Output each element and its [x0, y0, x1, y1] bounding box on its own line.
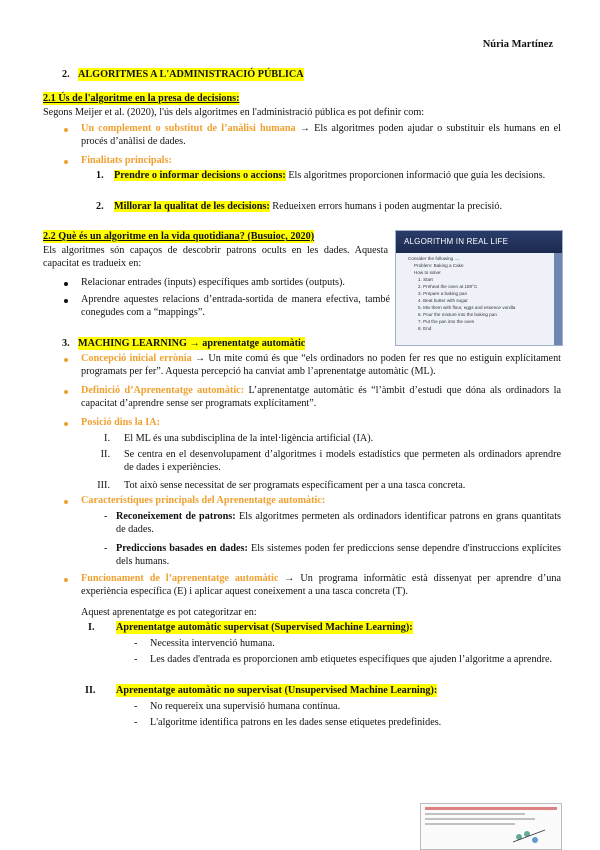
category-supervisat-title: Aprenentatge automàtic supervisat (Supervised Machine Learning): — [116, 622, 413, 633]
list-number: 1. — [96, 170, 104, 181]
bullet-marker — [64, 422, 68, 426]
bullet-posicio: Posició dins la IA: — [81, 417, 160, 428]
bullet-marker — [64, 390, 68, 394]
categoritzar-intro: Aquest aprenentatge es pot categoritzar en: — [81, 607, 257, 618]
slide-line: Consider the following .... — [408, 256, 460, 261]
category-no-supervisat-title: Aprenentatge automàtic no supervisat (Unsupervised Machine Learning): — [116, 685, 438, 696]
roman-numeral: II. — [85, 685, 96, 696]
caracteristica-prediccions: Prediccions basades en dades: Els sistemes poden fer prediccions sense dependre d'instruccions explícites dels humans. — [116, 543, 561, 568]
ml-diagram-thumbnail — [420, 803, 562, 850]
bullet-concepcio: Concepció inicial errònia → Un mite comú és que “els ordinadors no poden fer res que no estiguin explícitament programats per fer”. Aquesta percepció ha canviat amb l’aprenentatge automàtic (ML). — [81, 353, 562, 378]
algorithm-slide-image — [395, 230, 563, 346]
bullet-definicio: Definició d’Aprenentatge automàtic: L’aprenentatge automàtic és “l’àmbit d’estudi que dóna als ordinadors la capacitat d’aprendre sense ser programats explícitament”. — [81, 385, 562, 410]
dash-marker: - — [134, 638, 138, 649]
subsection-2-2-intro: Els algoritmes són capaços de descobrir patrons ocults en les dades. Aquesta capacitat es tradueix en: — [43, 245, 388, 270]
bullet-aprendre: Aprendre aquestes relacions d’entrada-sortida de manera efectiva, també conegudes com a “mappings”. — [81, 294, 390, 319]
ml-diagram-graphic — [421, 804, 561, 849]
slide-line: 7. Put the pan into the oven — [418, 319, 475, 324]
slide-line: Problem: Baking a Cake — [414, 263, 464, 268]
subsection-2-1-intro: Segons Meijer et al. (2020), l'ús dels algoritmes en l'administració pública es pot definir com: — [43, 107, 425, 118]
bullet-funcionament: Funcionament de l’aprenentatge automàtic → Un programa informàtic està dissenyat per aprendre d’una experiència específica (E) i aplicar aquest coneixement a una tasca concreta (T). — [81, 573, 561, 598]
supervisat-item-1: Necessita intervenció humana. — [150, 638, 275, 649]
caracteristica-patrons: Reconeixement de patrons: Els algoritmes permeten als ordinadors identificar patrons en grans quantitats de dades. — [116, 511, 562, 536]
bullet-caracteristiques: Característiques principals del Aprenentatge automàtic: — [81, 495, 326, 506]
slide-line: How to solve: — [414, 270, 442, 275]
bullet-complement: Un complement o substitut de l’anàlisi humana → Els algoritmes poden ajudar o substituir els humans en el procés d’anàlisi de dades. — [81, 123, 561, 148]
supervisat-item-2: Les dades d'entrada es proporcionen amb etiquetes específiques que ajuden l’algoritme a aprendre. — [150, 654, 553, 665]
slide-line: 6. Pour the mixture into the baking pan — [418, 312, 497, 317]
author-name: Núria Martínez — [482, 39, 553, 50]
slide-line: 2. Preheat the oven at 180°C — [418, 284, 478, 289]
dash-marker: - — [134, 701, 138, 712]
no-supervisat-item-1: No requereix una supervisió humana contínua. — [150, 701, 341, 712]
list-number: 2. — [96, 201, 104, 212]
finalitat-item-2: Millorar la qualitat de les decisions: Redueixen errors humans i poden augmentar la precisió. — [114, 201, 502, 212]
bullet-relacionar: Relacionar entrades (inputs) específiques amb sortides (outputs). — [81, 277, 345, 288]
posicio-item-1: El ML és una subdisciplina de la intel·ligència artificial (IA). — [124, 433, 374, 444]
bullet-marker — [64, 128, 68, 132]
bullet-finalitats: Finalitats principals: — [81, 155, 172, 166]
dash-marker: - — [104, 511, 108, 522]
no-supervisat-item-2: L'algoritme identifica patrons en les dades sense etiquetes predefinides. — [150, 717, 442, 728]
roman-numeral: I. — [104, 433, 110, 444]
section-3-title: MACHING LEARNING → aprenentatge automàtic — [78, 338, 306, 349]
section-2-title: ALGORITMES A L'ADMINISTRACIÓ PÚBLICA — [78, 69, 304, 80]
slide-title: ALGORITHM IN REAL LIFE — [396, 231, 562, 253]
dash-marker: - — [134, 654, 138, 665]
roman-numeral: II. — [100, 449, 110, 460]
subsection-2-2-title: 2.2 Què és un algoritme en la vida quotidiana? (Busuioc, 2020) — [43, 231, 315, 242]
section-3-number: 3. — [62, 338, 70, 349]
posicio-item-2: Se centra en el desenvolupament d’algoritmes i models estadístics que permeten als ordinadors aprendre de dades i experiències. — [124, 449, 561, 474]
roman-numeral: I. — [88, 622, 95, 633]
bullet-marker — [64, 282, 68, 286]
slide-line: 3. Prepare a baking pan — [418, 291, 468, 296]
bullet-marker — [64, 299, 68, 303]
roman-numeral: III. — [97, 480, 110, 491]
bullet-marker — [64, 500, 68, 504]
finalitat-item-1: Prendre o informar decisions o accions: Els algoritmes proporcionen informació que guia les decisions. — [114, 170, 546, 181]
slide-line: 5. Mix them with flour, eggs and essence vanilla — [418, 305, 516, 310]
slide-line: 8. End — [418, 326, 432, 331]
bullet-marker — [64, 358, 68, 362]
subsection-2-1-title: 2.1 Ús de l'algoritme en la presa de decisions: — [43, 93, 240, 104]
bullet-marker — [64, 160, 68, 164]
posicio-item-3: Tot això sense necessitat de ser programats específicament per a una tasca concreta. — [124, 480, 466, 491]
dash-marker: - — [134, 717, 138, 728]
slide-line: 1. Start — [418, 277, 433, 282]
dash-marker: - — [104, 543, 108, 554]
bullet-marker — [64, 578, 68, 582]
slide-side-bar — [554, 253, 562, 345]
section-2-number: 2. — [62, 69, 70, 80]
slide-line: 4. Beat butter with sugar — [418, 298, 468, 303]
